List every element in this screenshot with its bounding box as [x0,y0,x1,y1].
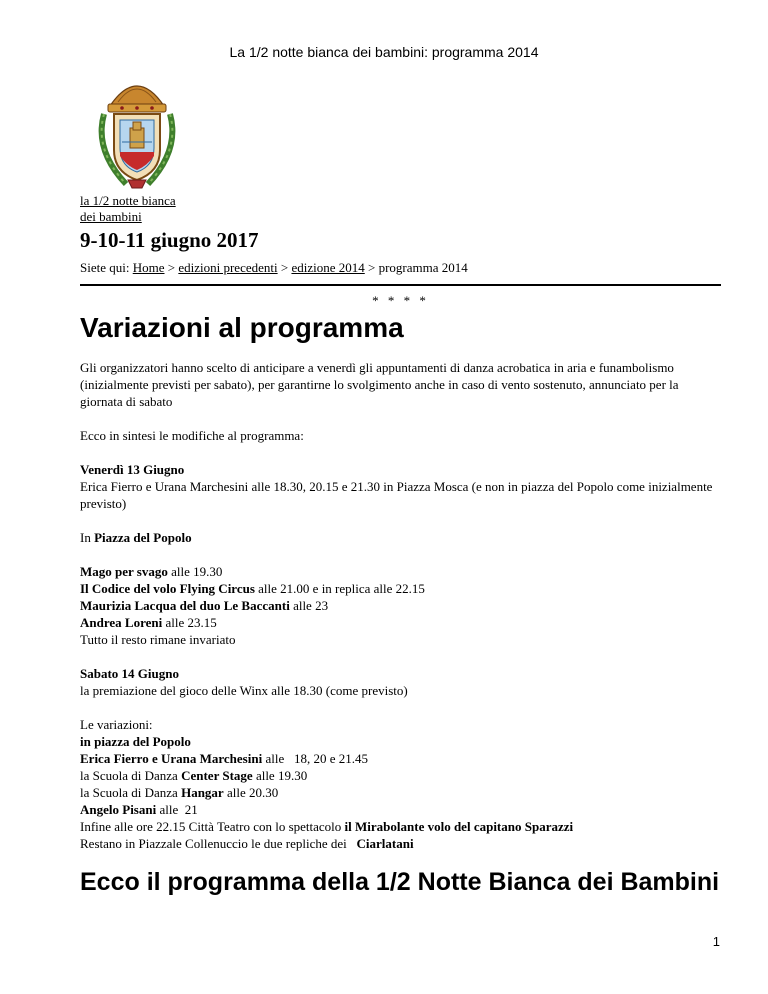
breadcrumb-home-link[interactable]: Home [132,260,165,275]
event-time: alle 21.00 e in replica alle 22.15 [258,581,425,596]
event-time: alle 19.30 [171,564,223,579]
site-name-link-line1[interactable]: la 1/2 notte bianca [80,193,176,208]
variations-place: in piazza del Popolo [80,734,191,749]
saturday-text: la premiazione del gioco delle Winx alle 18.30 (come previsto) [80,683,408,698]
breadcrumb-current: programma 2014 [378,260,468,275]
breadcrumb-edition-2014-link[interactable]: edizione 2014 [291,260,365,275]
friday-heading: Venerdì 13 Giugno [80,462,185,477]
event-name: Maurizia Lacqua del duo Le Baccanti [80,598,290,613]
article-title: Variazioni al programma [80,312,404,343]
breadcrumb-prefix: Siete qui: [80,260,130,275]
events-list [80,563,721,648]
breadcrumb [80,260,721,276]
crest-logo [92,72,182,192]
event-name: Andrea Loreni [80,615,163,630]
event-name: Mago per svago [80,564,168,579]
page-number: 1 [712,934,720,949]
breadcrumb-separator: > [280,260,289,275]
page-header-title: La 1/2 notte bianca dei bambini: programma 2014 [229,44,539,60]
site-name-link-line2[interactable]: dei bambini [80,209,142,224]
variations-label: Le variazioni: [80,717,153,732]
friday-section [80,461,721,512]
saturday-section [80,665,721,699]
breadcrumb-previous-editions-link[interactable]: edizioni precedenti [178,260,278,275]
stars-divider: * * * * [372,293,429,308]
divider [80,284,721,286]
main-content [80,193,721,897]
popolo-place: Piazza del Popolo [94,530,192,545]
popolo-heading: In Piazza del Popolo [80,530,192,545]
event-time: alle 23 [293,598,329,613]
breadcrumb-separator: > [368,260,376,275]
saturday-heading: Sabato 14 Giugno [80,666,179,681]
rest-unchanged: Tutto il resto rimane invariato [80,632,236,647]
summary-paragraph: Ecco in sintesi le modifiche al programma: [80,428,304,443]
breadcrumb-separator: > [167,260,176,275]
event-dates: 9-10-11 giugno 2017 [80,228,259,252]
site-name [80,193,721,225]
program-title: Ecco il programma della 1/2 Notte Bianca dei Bambini [80,868,720,896]
event-name: Il Codice del volo Flying Circus [80,581,255,596]
event-time: alle 23.15 [165,615,217,630]
variations-section: Le variazioni: in piazza del Popolo Erica Fierro e Urana Marchesini alle 18, 20 e 21.45 la Scuola di Danza Center Stage alle 19.30 la Scuola di Danza Hangar alle 20.30 Angelo Pisani alle 21 Infine alle ore 22.15 Città Teatro con lo spettacolo il Mirabolante volo del capitano Sparazzi Restano in Piazzale Collenuccio le due repliche dei Ciarlatani [80,717,574,851]
friday-text: Erica Fierro e Urana Marchesini alle 18.30, 20.15 e 21.30 in Piazza Mosca (e non in piazza del Popolo come inizialmente previsto) [80,479,713,511]
intro-paragraph: Gli organizzatori hanno scelto di anticipare a venerdì gli appuntamenti di danza acrobatica in aria e funambolismo (inizialmente previsti per sabato), per garantirne lo svolgimento anche in caso di vento sostenuto, annunciato per la giornata di sabato [80,360,679,409]
